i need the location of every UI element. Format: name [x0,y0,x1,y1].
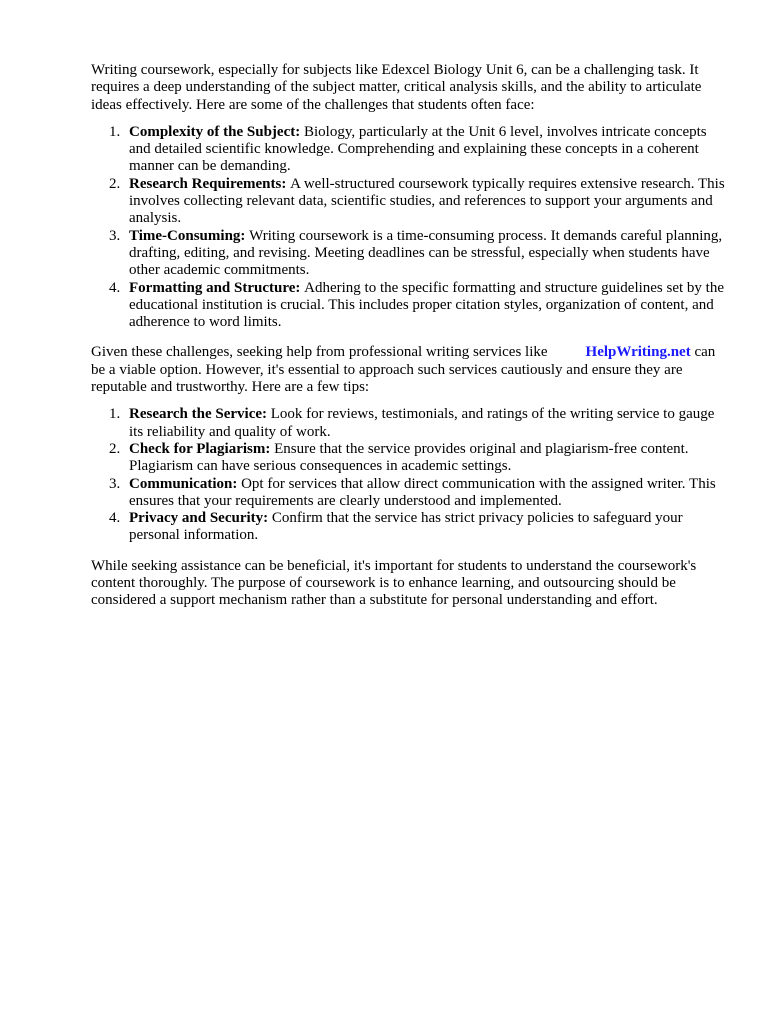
tips-list [91,406,731,544]
list-item-text: Writing coursework is a time-consuming process. It demands careful planning, drafting, editing, and revising. Meeting deadlines can be stressful, especially when students have other academic commitments. [129,227,723,279]
list-item-text: Adhering to the specific formatting and structure guidelines set by the educational institution is crucial. This includes proper citation styles, organization of content, and adherence to word limits. [129,279,725,331]
list-item [91,124,731,176]
conclusion-paragraph: While seeking assistance can be beneficial, it's important for students to understand the coursework's content thoroughly. The purpose of coursework is to enhance learning, and outsourcing should be considered a support mechanism rather than a substitute for personal understanding and effort. [91,557,697,609]
services-paragraph-end: can be a viable option. However, it's essential to approach such services cautiously and ensure they are reputable and trustworthy. Here are a few tips: [91,344,716,396]
helpwriting-link[interactable]: HelpWriting.net [585,344,691,361]
list-number: 3. [109,475,121,492]
list-number: 1. [109,406,121,423]
list-item [91,510,731,545]
list-number: 2. [109,175,121,192]
challenges-list [91,124,731,332]
list-item-title: Communication: [129,475,242,492]
list-item-title: Research the Service: [129,406,271,423]
list-number: 1. [109,123,121,140]
services-paragraph-start: Given these challenges, seeking help from professional writing services like [91,344,548,361]
list-item [91,406,731,441]
list-item-text: Confirm that the service has strict privacy policies to safeguard your personal information. [129,510,683,544]
list-item-title: Complexity of the Subject: [129,123,304,140]
list-item [91,476,731,511]
list-item [91,176,731,228]
list-item [91,280,731,332]
list-item-text: A well-structured coursework typically requires extensive research. This involves collecting relevant data, scientific studies, and references to support your arguments and analysis. [129,175,725,227]
list-item-title: Research Requirements: [129,175,291,192]
list-item-title: Check for Plagiarism: [129,440,275,457]
list-number: 3. [109,227,121,244]
list-item-text: Opt for services that allow direct communication with the assigned writer. This ensures that your requirements are clearly understood and implemented. [129,475,716,509]
list-number: 4. [109,510,121,527]
list-item-title: Privacy and Security: [129,510,272,527]
list-item-text: Biology, particularly at the Unit 6 level, involves intricate concepts and detailed scientific knowledge. Comprehending and explaining these concepts in a coherent manner can be demanding. [129,123,707,175]
list-number: 2. [109,440,121,457]
services-paragraph [91,344,731,396]
document-page [91,62,731,610]
intro-paragraph: Writing coursework, especially for subjects like Edexcel Biology Unit 6, can be a challenging task. It requires a deep understanding of the subject matter, critical analysis skills, and the ability to articulate ideas effectively. Here are some of the challenges that students often face: [91,62,702,113]
list-item [91,228,731,280]
list-item-text: Ensure that the service provides original and plagiarism-free content. Plagiarism can have serious consequences in academic settings. [129,440,689,475]
list-item-text: Look for reviews, testimonials, and ratings of the writing service to gauge its reliability and quality of work. [129,406,715,440]
list-number: 4. [109,279,121,296]
list-item [91,441,731,476]
list-item-title: Time-Consuming: [129,227,250,244]
list-item-title: Formatting and Structure: [129,279,305,296]
